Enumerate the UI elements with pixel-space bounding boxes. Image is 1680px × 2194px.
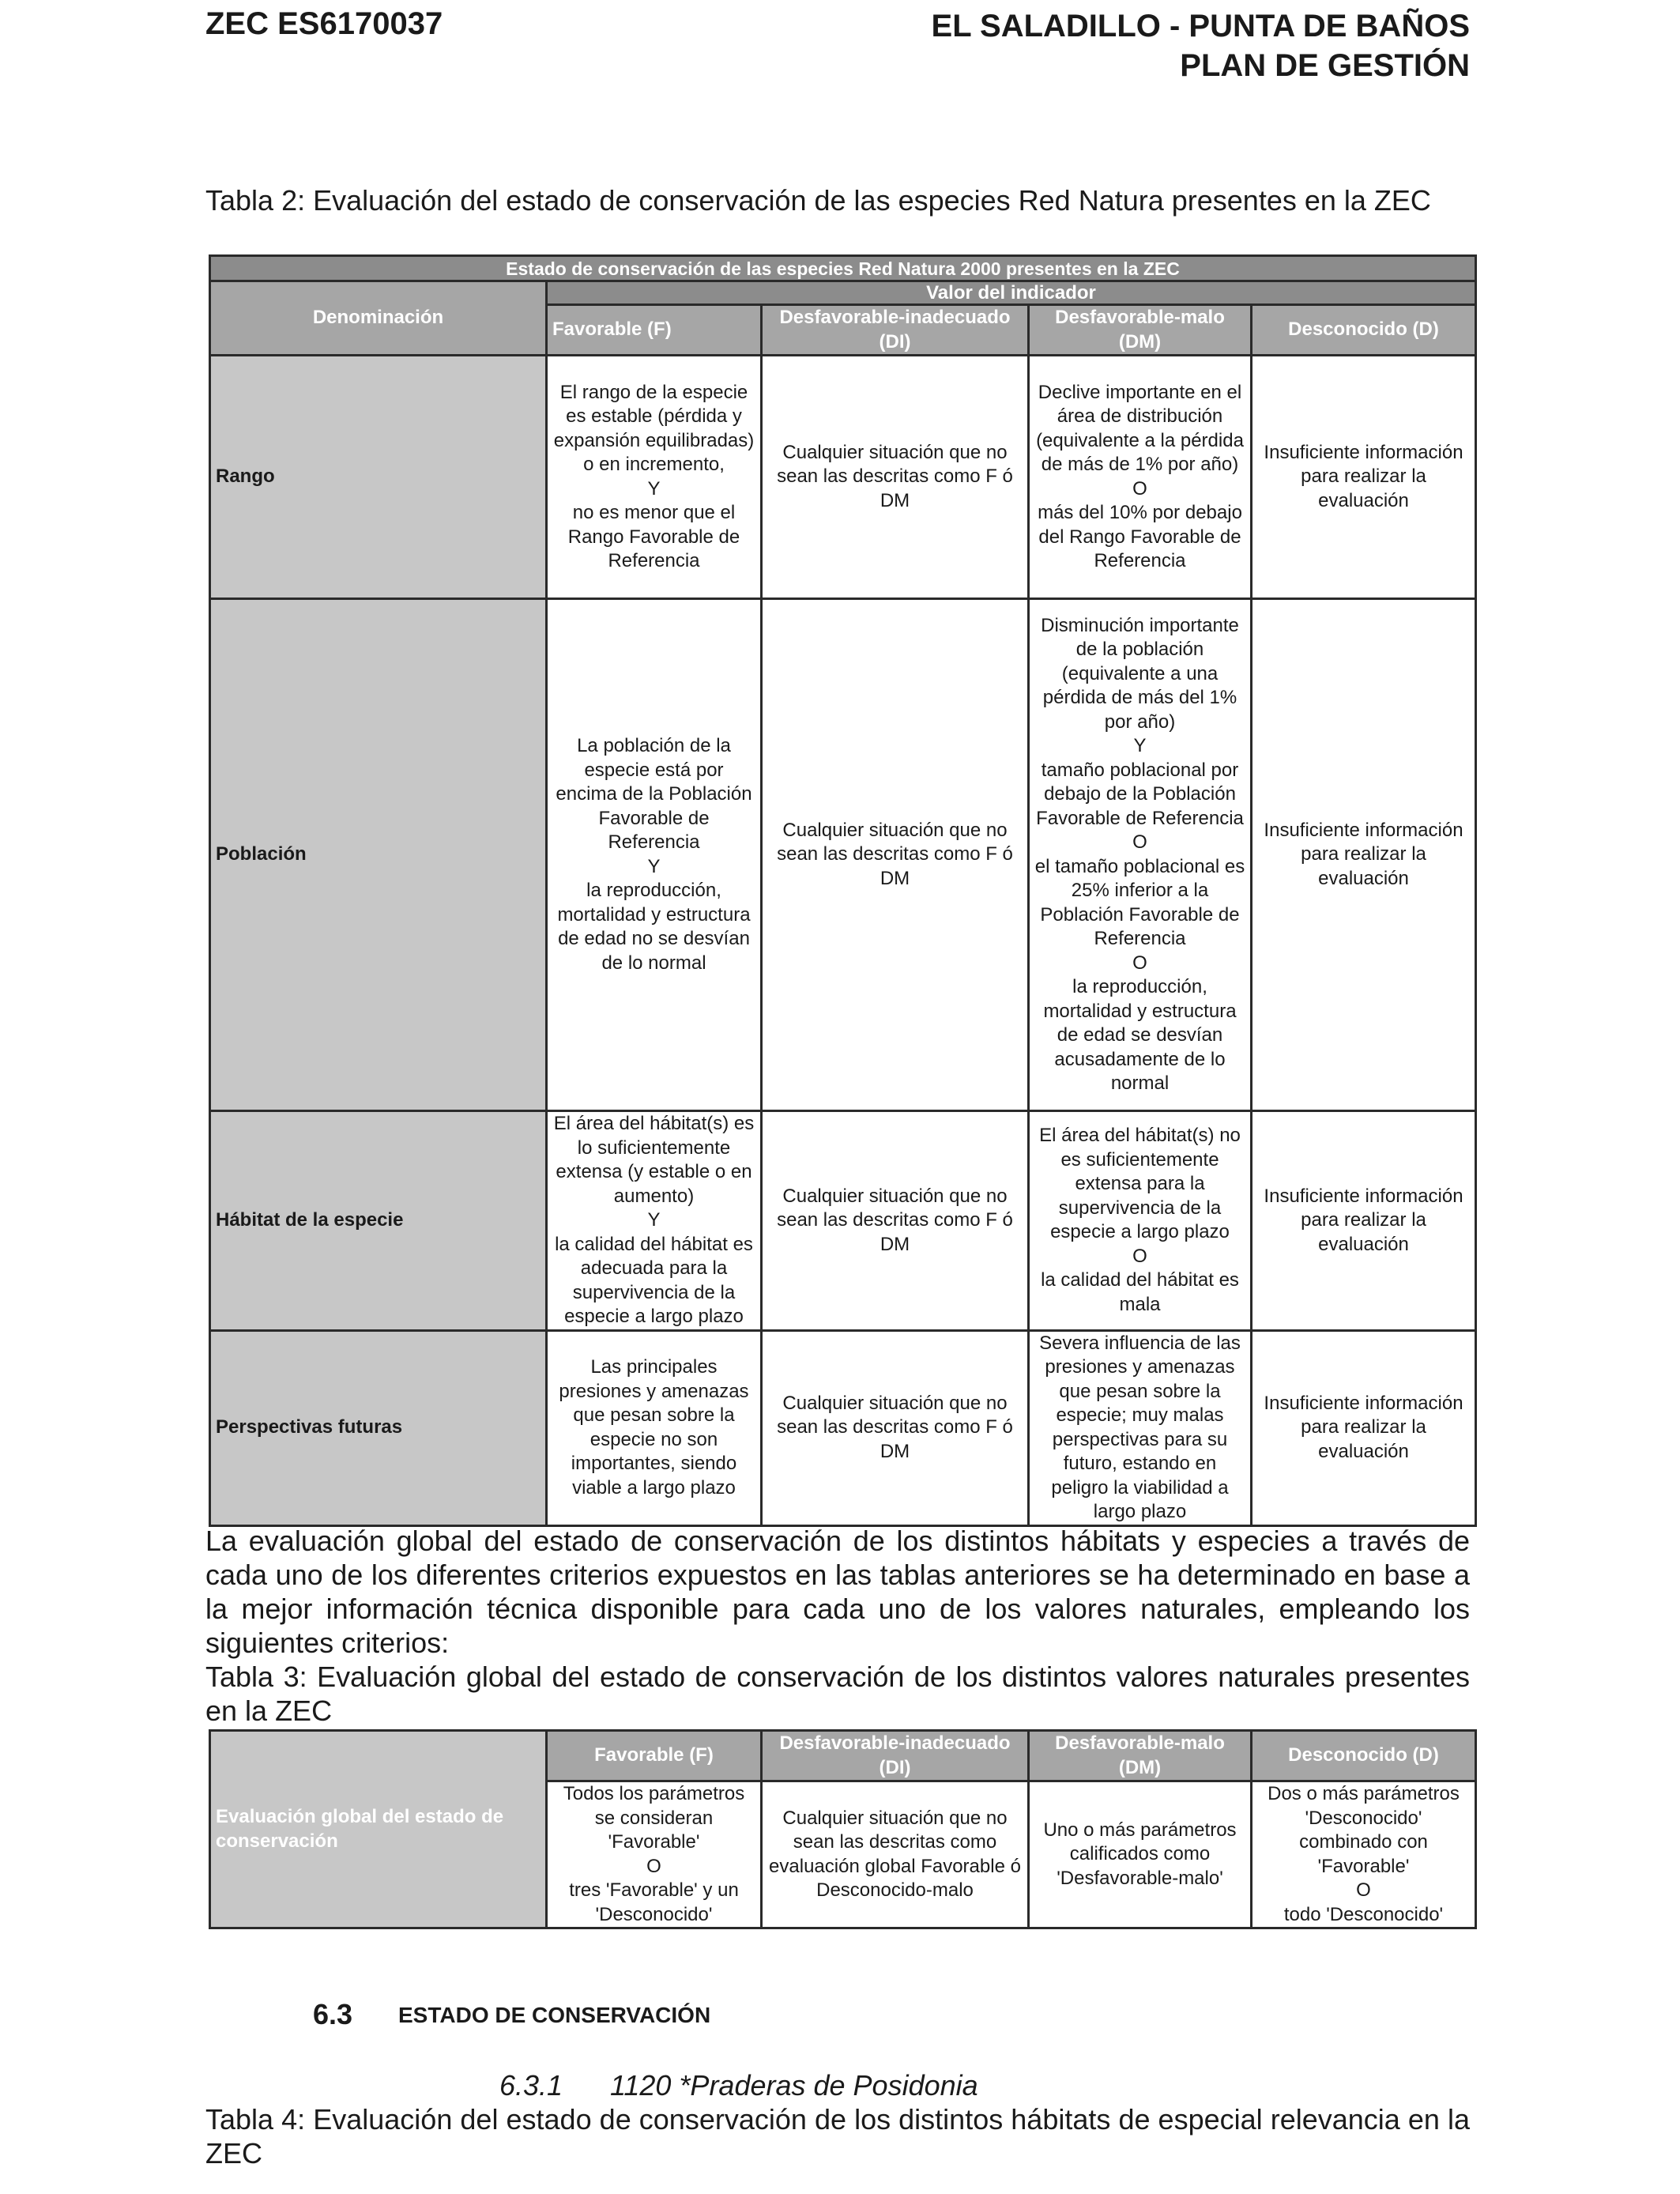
subsection-title: 1120 *Praderas de Posidonia (610, 2069, 978, 2102)
cell-favorable: El rango de la especie es estable (pérdida y expansión equilibradas) o en incremento, Y no es menor que el Rango Favorable de Referencia (547, 356, 762, 599)
table2-row-poblacion (210, 599, 1476, 1111)
table3-caption: Tabla 3: Evaluación global del estado de conservación de los distintos valores naturales presentes en la ZEC (205, 1661, 1470, 1727)
table3-col-desfavorable-inadecuado: Desfavorable-inadecuado (DI) (762, 1731, 1029, 1781)
cell-desfavorable-malo: Declive importante en el área de distribución (equivalente a la pérdida de más de 1% por año) O más del 10% por debajo del Rango Favorable de Referencia (1029, 356, 1252, 599)
table3-cell-desfavorable-inadecuado: Cualquier situación que no sean las descritas como evaluación global Favorable ó Desconocido-malo (762, 1781, 1029, 1928)
row-label: Población (210, 599, 547, 1111)
section-title: ESTADO DE CONSERVACIÓN (398, 2003, 711, 2027)
document-title-line1: EL SALADILLO - PUNTA DE BAÑOS (931, 9, 1470, 43)
table3-cell-desconocido: Dos o más parámetros 'Desconocido' combinado con 'Favorable' O todo 'Desconocido' (1252, 1781, 1476, 1928)
document-code: ZEC ES6170037 (205, 6, 443, 41)
table3-cell-desfavorable-malo: Uno o más parámetros calificados como 'Desfavorable-malo' (1029, 1781, 1252, 1928)
subsection-number: 6.3.1 (499, 2069, 563, 2102)
cell-desconocido: Insuficiente información para realizar la evaluación (1252, 1111, 1476, 1331)
row-label: Hábitat de la especie (210, 1111, 547, 1331)
cell-desfavorable-malo: El área del hábitat(s) no es suficientemente extensa para la supervivencia de la especie a largo plazo O la calidad del hábitat es mala (1029, 1111, 1252, 1331)
cell-desfavorable-inadecuado: Cualquier situación que no sean las descritas como F ó DM (762, 1330, 1029, 1525)
table3-col-desconocido: Desconocido (D) (1252, 1731, 1476, 1781)
table2-row-rango (210, 356, 1476, 599)
cell-favorable: Las principales presiones y amenazas que pesan sobre la especie no son importantes, siendo viable a largo plazo (547, 1330, 762, 1525)
table2-denominacion-header: Denominación (210, 281, 547, 356)
table3-cell-favorable: Todos los parámetros se consideran 'Favorable' O tres 'Favorable' y un 'Desconocido' (547, 1781, 762, 1928)
table2-col-desfavorable-inadecuado: Desfavorable-inadecuado (DI) (762, 305, 1029, 356)
table2 (209, 254, 1477, 1527)
table3 (209, 1729, 1477, 1929)
cell-favorable: La población de la especie está por encima de la Población Favorable de Referencia Y la reproducción, mortalidad y estructura de edad no se desvían de lo normal (547, 599, 762, 1111)
cell-desfavorable-malo: Disminución importante de la población (equivalente a una pérdida de más del 1% por año) Y tamaño poblacional por debajo de la Población Favorable de Referencia O el tamaño poblacional es 25% inferior a la Población Favorable de Referencia O la reproducción, mortalidad y estructura de edad se desvían acusadamente de lo normal (1029, 599, 1252, 1111)
table2-col-desconocido: Desconocido (D) (1252, 305, 1476, 356)
cell-desconocido: Insuficiente información para realizar la evaluación (1252, 356, 1476, 599)
cell-desfavorable-malo: Severa influencia de las presiones y amenazas que pesan sobre la especie; muy malas perspectivas para su futuro, estando en peligro la viabilidad a largo plazo (1029, 1330, 1252, 1525)
cell-desfavorable-inadecuado: Cualquier situación que no sean las descritas como F ó DM (762, 1111, 1029, 1331)
table3-row-label: Evaluación global del estado de conservación (210, 1731, 547, 1928)
document-title (932, 6, 1470, 85)
cell-desfavorable-inadecuado: Cualquier situación que no sean las descritas como F ó DM (762, 599, 1029, 1111)
table2-title: Estado de conservación de las especies Red Natura 2000 presentes en la ZEC (210, 256, 1476, 281)
table4-caption: Tabla 4: Evaluación del estado de conservación de los distintos hábitats de especial relevancia en la ZEC (205, 2103, 1470, 2169)
row-label: Rango (210, 356, 547, 599)
cell-desconocido: Insuficiente información para realizar la evaluación (1252, 599, 1476, 1111)
section-number: 6.3 (313, 1998, 353, 2030)
cell-desfavorable-inadecuado: Cualquier situación que no sean las descritas como F ó DM (762, 356, 1029, 599)
table2-caption: Tabla 2: Evaluación del estado de conservación de las especies Red Natura presentes en la ZEC (205, 184, 1431, 217)
cell-desconocido: Insuficiente información para realizar la evaluación (1252, 1330, 1476, 1525)
table3-col-favorable: Favorable (F) (547, 1731, 762, 1781)
table2-row-perspectivas (210, 1330, 1476, 1525)
body-paragraph: La evaluación global del estado de conservación de los distintos hábitats y especies a través de cada uno de los diferentes criterios expuestos en las tablas anteriores se ha determinado en base a la mejor información técnica disponible para cada uno de los valores naturales, empleando los siguientes criterios: (205, 1525, 1470, 1659)
table3-col-desfavorable-malo: Desfavorable-malo (DM) (1029, 1731, 1252, 1781)
row-label: Perspectivas futuras (210, 1330, 547, 1525)
table2-row-habitat (210, 1111, 1476, 1331)
table2-col-desfavorable-malo: Desfavorable-malo (DM) (1029, 305, 1252, 356)
table2-col-favorable: Favorable (F) (547, 305, 762, 356)
table2-valor-indicador-header: Valor del indicador (547, 281, 1476, 305)
document-title-line2: PLAN DE GESTIÓN (1180, 48, 1470, 83)
cell-favorable: El área del hábitat(s) es lo suficientemente extensa (y estable o en aumento) Y la calidad del hábitat es adecuada para la supervivencia de la especie a largo plazo (547, 1111, 762, 1331)
